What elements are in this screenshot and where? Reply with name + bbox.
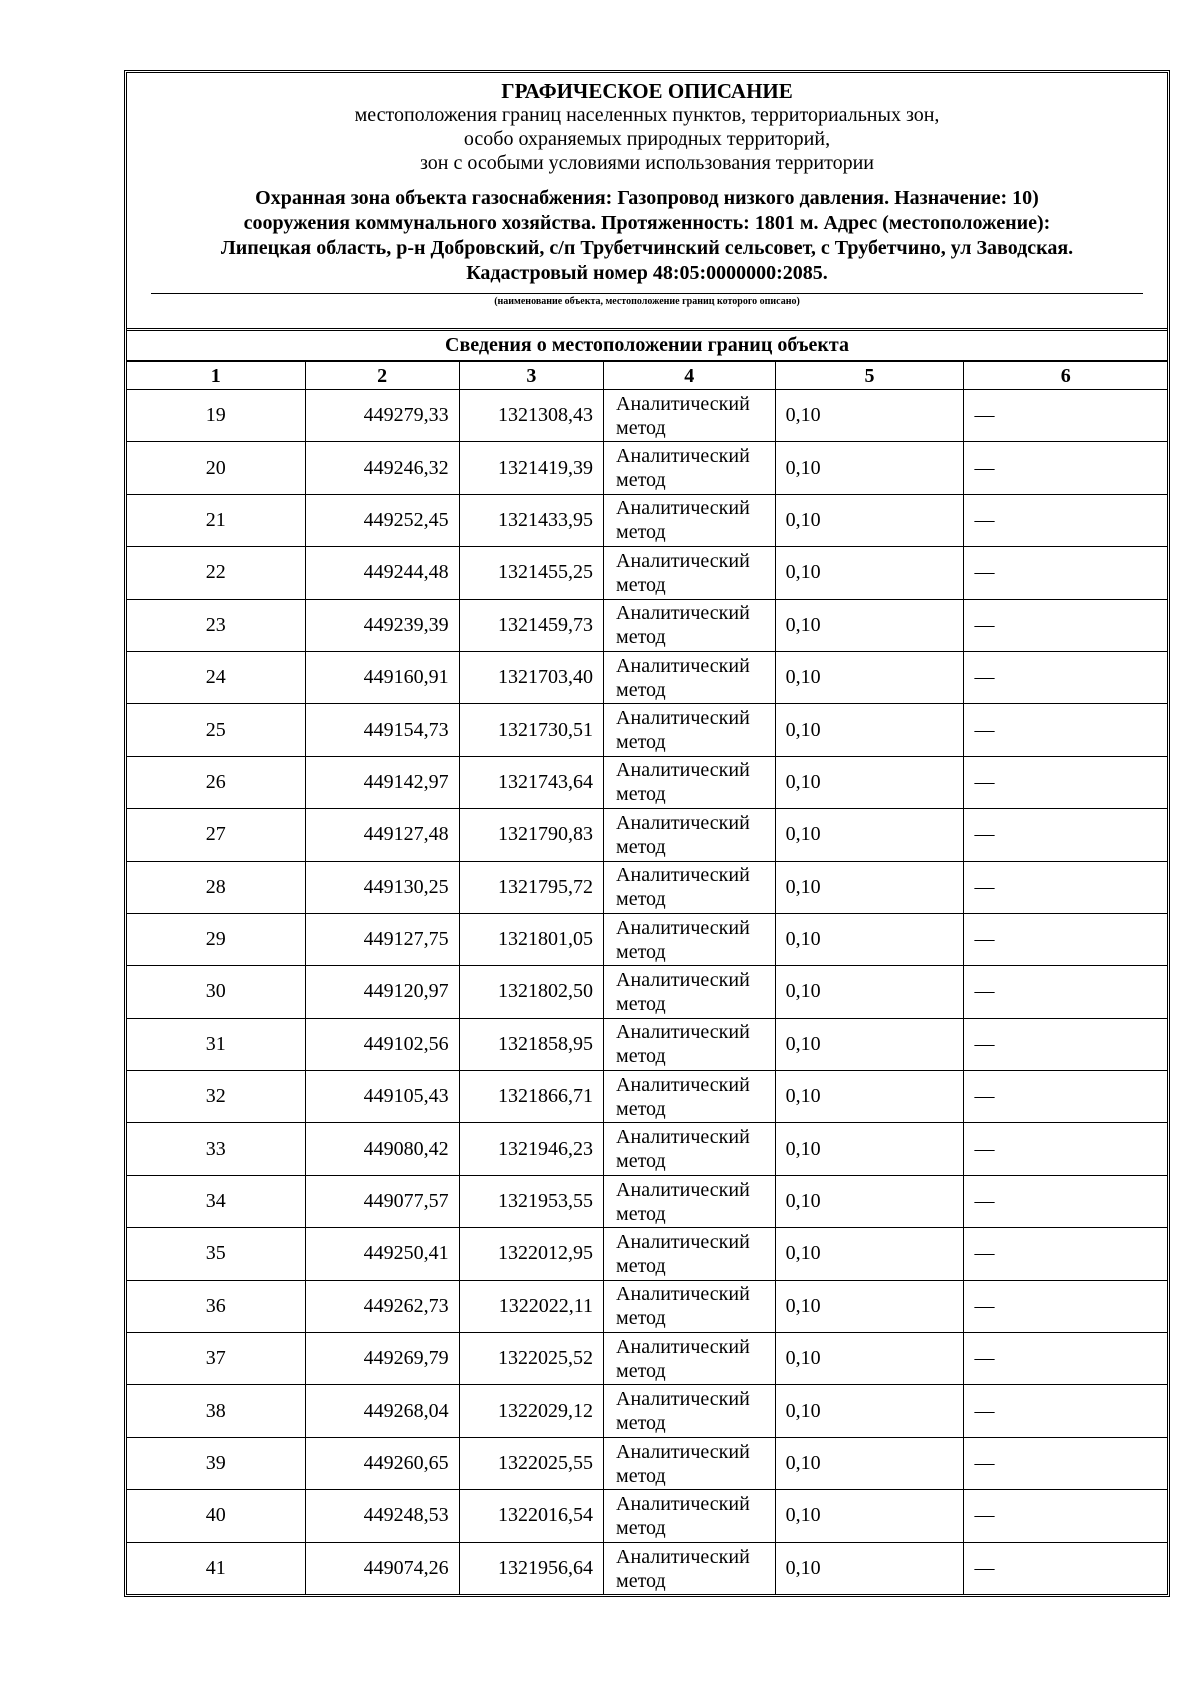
x-coordinate-cell: 449102,56 <box>305 1018 459 1070</box>
object-caption: (наименование объекта, местоположение границ которого описано) <box>494 296 800 307</box>
object-line: Охранная зона объекта газоснабжения: Газопровод низкого давления. Назначение: 10) <box>255 187 1039 209</box>
x-coordinate-cell: 449077,57 <box>305 1175 459 1227</box>
method-cell: Аналитический метод <box>604 1385 776 1437</box>
description-cell: — <box>964 442 1167 494</box>
table-row <box>127 756 1167 808</box>
x-coordinate-cell: 449252,45 <box>305 494 459 546</box>
column-header: 6 <box>964 362 1167 390</box>
method-cell: Аналитический метод <box>604 547 776 599</box>
x-coordinate-cell: 449127,48 <box>305 809 459 861</box>
underline-rule <box>151 293 1143 294</box>
point-number-cell: 36 <box>127 1280 305 1332</box>
accuracy-cell: 0,10 <box>775 1175 964 1227</box>
description-cell: — <box>964 966 1167 1018</box>
x-coordinate-cell: 449154,73 <box>305 704 459 756</box>
table-row <box>127 913 1167 965</box>
x-coordinate-cell: 449269,79 <box>305 1333 459 1385</box>
point-number-cell: 34 <box>127 1175 305 1227</box>
x-coordinate-cell: 449262,73 <box>305 1280 459 1332</box>
point-number-cell: 32 <box>127 1071 305 1123</box>
point-number-cell: 24 <box>127 651 305 703</box>
accuracy-cell: 0,10 <box>775 756 964 808</box>
table-row <box>127 1071 1167 1123</box>
table-row <box>127 1542 1167 1594</box>
description-cell: — <box>964 809 1167 861</box>
method-cell: Аналитический метод <box>604 704 776 756</box>
object-line: сооружения коммунального хозяйства. Протяженность: 1801 м. Адрес (местоположение): <box>243 212 1051 234</box>
table-row <box>127 547 1167 599</box>
point-number-cell: 41 <box>127 1542 305 1594</box>
point-number-cell: 20 <box>127 442 305 494</box>
accuracy-cell: 0,10 <box>775 704 964 756</box>
point-number-cell: 19 <box>127 390 305 442</box>
table-row <box>127 494 1167 546</box>
description-cell: — <box>964 1175 1167 1227</box>
method-cell: Аналитический метод <box>604 1018 776 1070</box>
y-coordinate-cell: 1322025,55 <box>459 1437 603 1489</box>
table-row <box>127 1437 1167 1489</box>
document-header <box>127 73 1167 331</box>
column-header: 4 <box>604 362 776 390</box>
description-cell: — <box>964 1333 1167 1385</box>
y-coordinate-cell: 1321802,50 <box>459 966 603 1018</box>
object-line: Кадастровый номер 48:05:0000000:2085. <box>466 262 828 284</box>
y-coordinate-cell: 1322022,11 <box>459 1280 603 1332</box>
accuracy-cell: 0,10 <box>775 966 964 1018</box>
x-coordinate-cell: 449268,04 <box>305 1385 459 1437</box>
description-cell: — <box>964 1228 1167 1280</box>
accuracy-cell: 0,10 <box>775 599 964 651</box>
y-coordinate-cell: 1321743,64 <box>459 756 603 808</box>
table-row <box>127 1228 1167 1280</box>
boundary-table <box>127 361 1167 1594</box>
description-cell: — <box>964 913 1167 965</box>
accuracy-cell: 0,10 <box>775 1228 964 1280</box>
x-coordinate-cell: 449248,53 <box>305 1490 459 1542</box>
method-cell: Аналитический метод <box>604 966 776 1018</box>
method-cell: Аналитический метод <box>604 913 776 965</box>
accuracy-cell: 0,10 <box>775 1333 964 1385</box>
column-header: 2 <box>305 362 459 390</box>
y-coordinate-cell: 1321308,43 <box>459 390 603 442</box>
column-header: 5 <box>775 362 964 390</box>
x-coordinate-cell: 449142,97 <box>305 756 459 808</box>
accuracy-cell: 0,10 <box>775 1071 964 1123</box>
description-cell: — <box>964 704 1167 756</box>
y-coordinate-cell: 1321795,72 <box>459 861 603 913</box>
method-cell: Аналитический метод <box>604 1490 776 1542</box>
table-row <box>127 651 1167 703</box>
table-row <box>127 390 1167 442</box>
y-coordinate-cell: 1321801,05 <box>459 913 603 965</box>
accuracy-cell: 0,10 <box>775 494 964 546</box>
column-header: 1 <box>127 362 305 390</box>
accuracy-cell: 0,10 <box>775 809 964 861</box>
y-coordinate-cell: 1321953,55 <box>459 1175 603 1227</box>
accuracy-cell: 0,10 <box>775 1018 964 1070</box>
table-row <box>127 1018 1167 1070</box>
accuracy-cell: 0,10 <box>775 547 964 599</box>
object-line: Липецкая область, р-н Добровский, с/п Трубетчинский сельсовет, с Трубетчино, ул Заводская. <box>220 237 1074 259</box>
y-coordinate-cell: 1321858,95 <box>459 1018 603 1070</box>
point-number-cell: 26 <box>127 756 305 808</box>
accuracy-cell: 0,10 <box>775 1280 964 1332</box>
method-cell: Аналитический метод <box>604 1542 776 1594</box>
point-number-cell: 22 <box>127 547 305 599</box>
y-coordinate-cell: 1321790,83 <box>459 809 603 861</box>
subtitle-line: местоположения границ населенных пунктов, территориальных зон, <box>354 104 940 126</box>
method-cell: Аналитический метод <box>604 651 776 703</box>
accuracy-cell: 0,10 <box>775 1123 964 1175</box>
point-number-cell: 25 <box>127 704 305 756</box>
y-coordinate-cell: 1322012,95 <box>459 1228 603 1280</box>
point-number-cell: 27 <box>127 809 305 861</box>
point-number-cell: 21 <box>127 494 305 546</box>
document-frame <box>124 70 1170 1597</box>
x-coordinate-cell: 449080,42 <box>305 1123 459 1175</box>
x-coordinate-cell: 449279,33 <box>305 390 459 442</box>
table-row <box>127 861 1167 913</box>
accuracy-cell: 0,10 <box>775 651 964 703</box>
x-coordinate-cell: 449074,26 <box>305 1542 459 1594</box>
description-cell: — <box>964 1490 1167 1542</box>
table-row <box>127 704 1167 756</box>
y-coordinate-cell: 1322029,12 <box>459 1385 603 1437</box>
method-cell: Аналитический метод <box>604 390 776 442</box>
point-number-cell: 33 <box>127 1123 305 1175</box>
accuracy-cell: 0,10 <box>775 1385 964 1437</box>
table-row <box>127 809 1167 861</box>
point-number-cell: 30 <box>127 966 305 1018</box>
point-number-cell: 31 <box>127 1018 305 1070</box>
method-cell: Аналитический метод <box>604 1123 776 1175</box>
method-cell: Аналитический метод <box>604 442 776 494</box>
method-cell: Аналитический метод <box>604 494 776 546</box>
description-cell: — <box>964 1018 1167 1070</box>
document-title: ГРАФИЧЕСКОЕ ОПИСАНИЕ <box>501 79 793 103</box>
accuracy-cell: 0,10 <box>775 1490 964 1542</box>
description-cell: — <box>964 599 1167 651</box>
table-body <box>127 362 1167 1595</box>
x-coordinate-cell: 449250,41 <box>305 1228 459 1280</box>
accuracy-cell: 0,10 <box>775 913 964 965</box>
table-row <box>127 599 1167 651</box>
description-cell: — <box>964 1123 1167 1175</box>
method-cell: Аналитический метод <box>604 861 776 913</box>
point-number-cell: 40 <box>127 1490 305 1542</box>
method-cell: Аналитический метод <box>604 1071 776 1123</box>
accuracy-cell: 0,10 <box>775 861 964 913</box>
description-cell: — <box>964 390 1167 442</box>
point-number-cell: 38 <box>127 1385 305 1437</box>
y-coordinate-cell: 1321419,39 <box>459 442 603 494</box>
point-number-cell: 28 <box>127 861 305 913</box>
column-header: 3 <box>459 362 603 390</box>
point-number-cell: 35 <box>127 1228 305 1280</box>
subtitle-line: зон с особыми условиями использования территории <box>419 152 875 174</box>
section-title: Сведения о местоположении границ объекта <box>127 331 1167 361</box>
table-row <box>127 1280 1167 1332</box>
description-cell: — <box>964 1280 1167 1332</box>
description-cell: — <box>964 756 1167 808</box>
description-cell: — <box>964 1542 1167 1594</box>
method-cell: Аналитический метод <box>604 1175 776 1227</box>
point-number-cell: 37 <box>127 1333 305 1385</box>
table-row <box>127 1123 1167 1175</box>
x-coordinate-cell: 449160,91 <box>305 651 459 703</box>
y-coordinate-cell: 1321703,40 <box>459 651 603 703</box>
table-row <box>127 1385 1167 1437</box>
description-cell: — <box>964 1385 1167 1437</box>
accuracy-cell: 0,10 <box>775 1437 964 1489</box>
table-header-row <box>127 362 1167 390</box>
description-cell: — <box>964 1437 1167 1489</box>
accuracy-cell: 0,10 <box>775 1542 964 1594</box>
point-number-cell: 23 <box>127 599 305 651</box>
table-row <box>127 1175 1167 1227</box>
method-cell: Аналитический метод <box>604 1280 776 1332</box>
x-coordinate-cell: 449260,65 <box>305 1437 459 1489</box>
y-coordinate-cell: 1321455,25 <box>459 547 603 599</box>
description-cell: — <box>964 494 1167 546</box>
y-coordinate-cell: 1321459,73 <box>459 599 603 651</box>
subtitle-line: особо охраняемых природных территорий, <box>463 128 831 150</box>
y-coordinate-cell: 1321956,64 <box>459 1542 603 1594</box>
table-row <box>127 1490 1167 1542</box>
y-coordinate-cell: 1322016,54 <box>459 1490 603 1542</box>
x-coordinate-cell: 449244,48 <box>305 547 459 599</box>
y-coordinate-cell: 1322025,52 <box>459 1333 603 1385</box>
x-coordinate-cell: 449130,25 <box>305 861 459 913</box>
y-coordinate-cell: 1321730,51 <box>459 704 603 756</box>
description-cell: — <box>964 651 1167 703</box>
x-coordinate-cell: 449239,39 <box>305 599 459 651</box>
method-cell: Аналитический метод <box>604 756 776 808</box>
method-cell: Аналитический метод <box>604 599 776 651</box>
accuracy-cell: 0,10 <box>775 390 964 442</box>
method-cell: Аналитический метод <box>604 1228 776 1280</box>
point-number-cell: 39 <box>127 1437 305 1489</box>
description-cell: — <box>964 547 1167 599</box>
description-cell: — <box>964 861 1167 913</box>
x-coordinate-cell: 449105,43 <box>305 1071 459 1123</box>
description-cell: — <box>964 1071 1167 1123</box>
table-row <box>127 966 1167 1018</box>
y-coordinate-cell: 1321866,71 <box>459 1071 603 1123</box>
method-cell: Аналитический метод <box>604 1333 776 1385</box>
y-coordinate-cell: 1321946,23 <box>459 1123 603 1175</box>
x-coordinate-cell: 449246,32 <box>305 442 459 494</box>
x-coordinate-cell: 449127,75 <box>305 913 459 965</box>
y-coordinate-cell: 1321433,95 <box>459 494 603 546</box>
method-cell: Аналитический метод <box>604 1437 776 1489</box>
accuracy-cell: 0,10 <box>775 442 964 494</box>
point-number-cell: 29 <box>127 913 305 965</box>
object-description <box>127 186 1167 286</box>
x-coordinate-cell: 449120,97 <box>305 966 459 1018</box>
method-cell: Аналитический метод <box>604 809 776 861</box>
table-row <box>127 1333 1167 1385</box>
table-row <box>127 442 1167 494</box>
